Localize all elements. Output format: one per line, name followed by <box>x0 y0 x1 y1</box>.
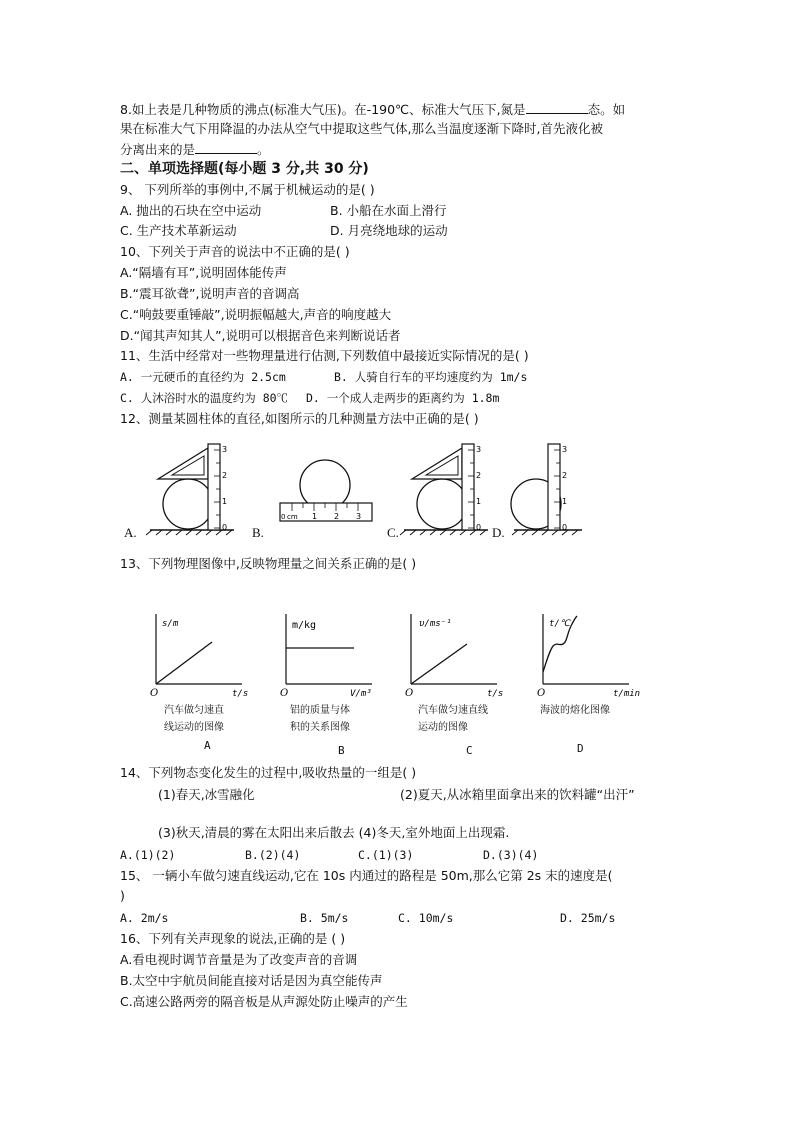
q15-option-d[interactable]: D. 25m/s <box>560 911 616 925</box>
q13-graph-d <box>537 612 647 702</box>
q13-stem: 13、下列物理图像中,反映物理量之间关系正确的是( ) <box>120 556 417 571</box>
q13-d-origin: O <box>537 688 546 699</box>
q14-option-d[interactable]: D.(3)(4) <box>483 848 539 862</box>
q13-b-xlabel: V/m³ <box>350 689 372 699</box>
q15-stem-1: 15、 一辆小车做匀速直线运动,它在 10s 内通过的路程是 50m,那么它第 2s 末的速度是( <box>120 868 613 883</box>
q13-c-ylabel: υ/ms⁻¹ <box>419 619 452 629</box>
q11-option-a[interactable]: A. 一元硬币的直径约为 2.5cm <box>120 370 286 384</box>
q10-stem: 10、下列关于声音的说法中不正确的是( ) <box>120 244 350 259</box>
q15-option-a[interactable]: A. 2m/s <box>120 911 169 925</box>
q15-stem-2: ) <box>120 888 125 903</box>
q12-b-tick-1: 1 <box>312 512 318 521</box>
q9-option-b[interactable]: B. 小船在水面上滑行 <box>330 203 447 218</box>
q15-option-c[interactable]: C. 10m/s <box>398 911 454 925</box>
q13-a-xlabel: t/s <box>232 689 249 699</box>
q13-c-caption-1: 汽车做匀速直线 <box>418 705 488 716</box>
q13-b-ylabel: m/kg <box>292 620 317 631</box>
q13-a-origin: O <box>150 688 159 699</box>
q12-d-tick-3: 3 <box>562 445 568 454</box>
q12-c-tick-0: 0 <box>476 523 482 532</box>
q13-d-caption-1: 海波的熔化图像 <box>540 705 610 716</box>
q11-option-b[interactable]: B. 人骑自行车的平均速度约为 1m/s <box>334 370 528 384</box>
q8-blank-1[interactable] <box>526 100 588 114</box>
q10-option-b[interactable]: B.“震耳欲聋”,说明声音的音调高 <box>120 286 300 301</box>
q16-option-c[interactable]: C.高速公路两旁的隔音板是从声源处防止噪声的产生 <box>120 994 408 1009</box>
q14-item-1: (1)春天,冰雪融化 <box>158 787 255 802</box>
q10-option-c[interactable]: C.“响鼓要重锤敲”,说明振幅越大,声音的响度越大 <box>120 307 392 322</box>
q12-figure-d <box>514 440 586 535</box>
q12-label-b[interactable]: B. <box>252 525 264 540</box>
q12-d-tick-2: 2 <box>562 471 568 480</box>
q15-option-b[interactable]: B. 5m/s <box>300 911 349 925</box>
q16-option-b[interactable]: B.太空中宇航员间能直接对话是因为真空能传声 <box>120 973 383 988</box>
q12-a-tick-1: 1 <box>222 497 228 506</box>
q13-a-caption-2: 线运动的图像 <box>164 722 224 733</box>
q8-line3 <box>120 140 270 159</box>
q13-c-letter[interactable]: C <box>466 744 473 757</box>
q12-figure-c <box>404 440 494 535</box>
q12-a-tick-3: 3 <box>222 445 228 454</box>
q9-option-c[interactable]: C. 生产技术革新运动 <box>120 223 237 238</box>
q12-d-tick-0: 0 <box>562 523 568 532</box>
q13-c-xlabel: t/s <box>487 689 504 699</box>
q12-label-d[interactable]: D. <box>492 525 505 540</box>
q12-b-unit: 0 <box>281 513 286 521</box>
q8-text-d: 。 <box>257 142 270 157</box>
q14-option-c[interactable]: C.(1)(3) <box>358 848 414 862</box>
q13-b-caption-1: 铝的质量与体 <box>290 705 350 716</box>
q8-text-c: 分离出来的是 <box>120 142 196 157</box>
q13-b-letter[interactable]: B <box>338 744 345 757</box>
q12-d-tick-1: 1 <box>562 497 568 506</box>
q12-a-tick-0: 0 <box>222 523 228 532</box>
q14-item-34: (3)秋天,清晨的雾在太阳出来后散去 (4)冬天,室外地面上出现霜. <box>158 825 510 840</box>
q9-option-a[interactable]: A. 抛出的石块在空中运动 <box>120 203 262 218</box>
q8-blank-2[interactable] <box>195 140 257 154</box>
q12-a-tick-2: 2 <box>222 471 228 480</box>
q13-graph-b <box>280 612 380 702</box>
q12-c-tick-3: 3 <box>476 445 482 454</box>
q13-a-letter[interactable]: A <box>204 739 211 752</box>
q12-label-a[interactable]: A. <box>124 525 137 540</box>
q12-figure-a <box>150 440 240 535</box>
q12-b-tick-3: 3 <box>356 512 362 521</box>
q8-text-a: 8.如上表是几种物质的沸点(标准大气压)。在-190℃、标准大气压下,氮是 <box>120 102 526 117</box>
q12-figure-b <box>278 458 378 530</box>
q16-stem: 16、下列有关声现象的说法,正确的是 ( ) <box>120 931 346 946</box>
q12-c-tick-1: 1 <box>476 497 482 506</box>
q11-option-d[interactable]: D. 一个成人走两步的距离约为 1.8m <box>306 391 500 405</box>
q12-label-c[interactable]: C. <box>387 525 399 540</box>
q14-option-b[interactable]: B.(2)(4) <box>245 848 301 862</box>
q9-option-d[interactable]: D. 月亮绕地球的运动 <box>330 223 448 238</box>
q13-graph-a <box>150 612 250 702</box>
q13-a-ylabel: s/m <box>162 619 179 629</box>
q8-line1 <box>120 100 625 119</box>
q8-text-b: 态。如 <box>587 102 626 117</box>
q11-stem: 11、生活中经常对一些物理量进行估测,下列数值中最接近实际情况的是( ) <box>120 348 529 363</box>
q12-stem: 12、测量某圆柱体的直径,如图所示的几种测量方法中正确的是( ) <box>120 411 479 426</box>
q8-line2: 果在标准大气下用降温的办法从空气中提取这些气体,那么当温度逐渐下降时,首先液化被 <box>120 121 603 136</box>
q13-c-caption-2: 运动的图像 <box>418 722 468 733</box>
q10-option-d[interactable]: D.“闻其声知其人”,说明可以根据音色来判断说话者 <box>120 328 401 343</box>
q14-stem: 14、下列物态变化发生的过程中,吸收热量的一组是( ) <box>120 765 417 780</box>
q16-option-a[interactable]: A.看电视时调节音量是为了改变声音的音调 <box>120 952 358 967</box>
q12-b-tick-2: 2 <box>334 512 340 521</box>
q14-option-a[interactable]: A.(1)(2) <box>120 848 176 862</box>
q10-option-a[interactable]: A.“隔墙有耳”,说明固体能传声 <box>120 265 287 280</box>
q13-d-xlabel: t/min <box>613 689 641 699</box>
q14-item-2: (2)夏天,从冰箱里面拿出来的饮料罐“出汗” <box>400 787 635 802</box>
q13-graph-c <box>405 612 505 702</box>
q11-option-c[interactable]: C. 人沐浴时水的温度约为 80℃ <box>120 391 289 405</box>
q12-c-tick-2: 2 <box>476 471 482 480</box>
q13-d-letter[interactable]: D <box>577 742 584 755</box>
q13-d-ylabel: t/℃ <box>549 619 570 629</box>
q13-b-caption-2: 积的关系图像 <box>290 722 350 733</box>
q13-a-caption-1: 汽车做匀速直 <box>164 705 224 716</box>
section-heading: 二、单项选择题(每小题 3 分,共 30 分) <box>120 161 369 177</box>
q13-c-origin: O <box>405 688 414 699</box>
q12-b-cm: cm <box>287 513 298 521</box>
q9-stem: 9、 下列所举的事例中,不属于机械运动的是( ) <box>120 182 375 197</box>
q13-b-origin: O <box>280 688 289 699</box>
